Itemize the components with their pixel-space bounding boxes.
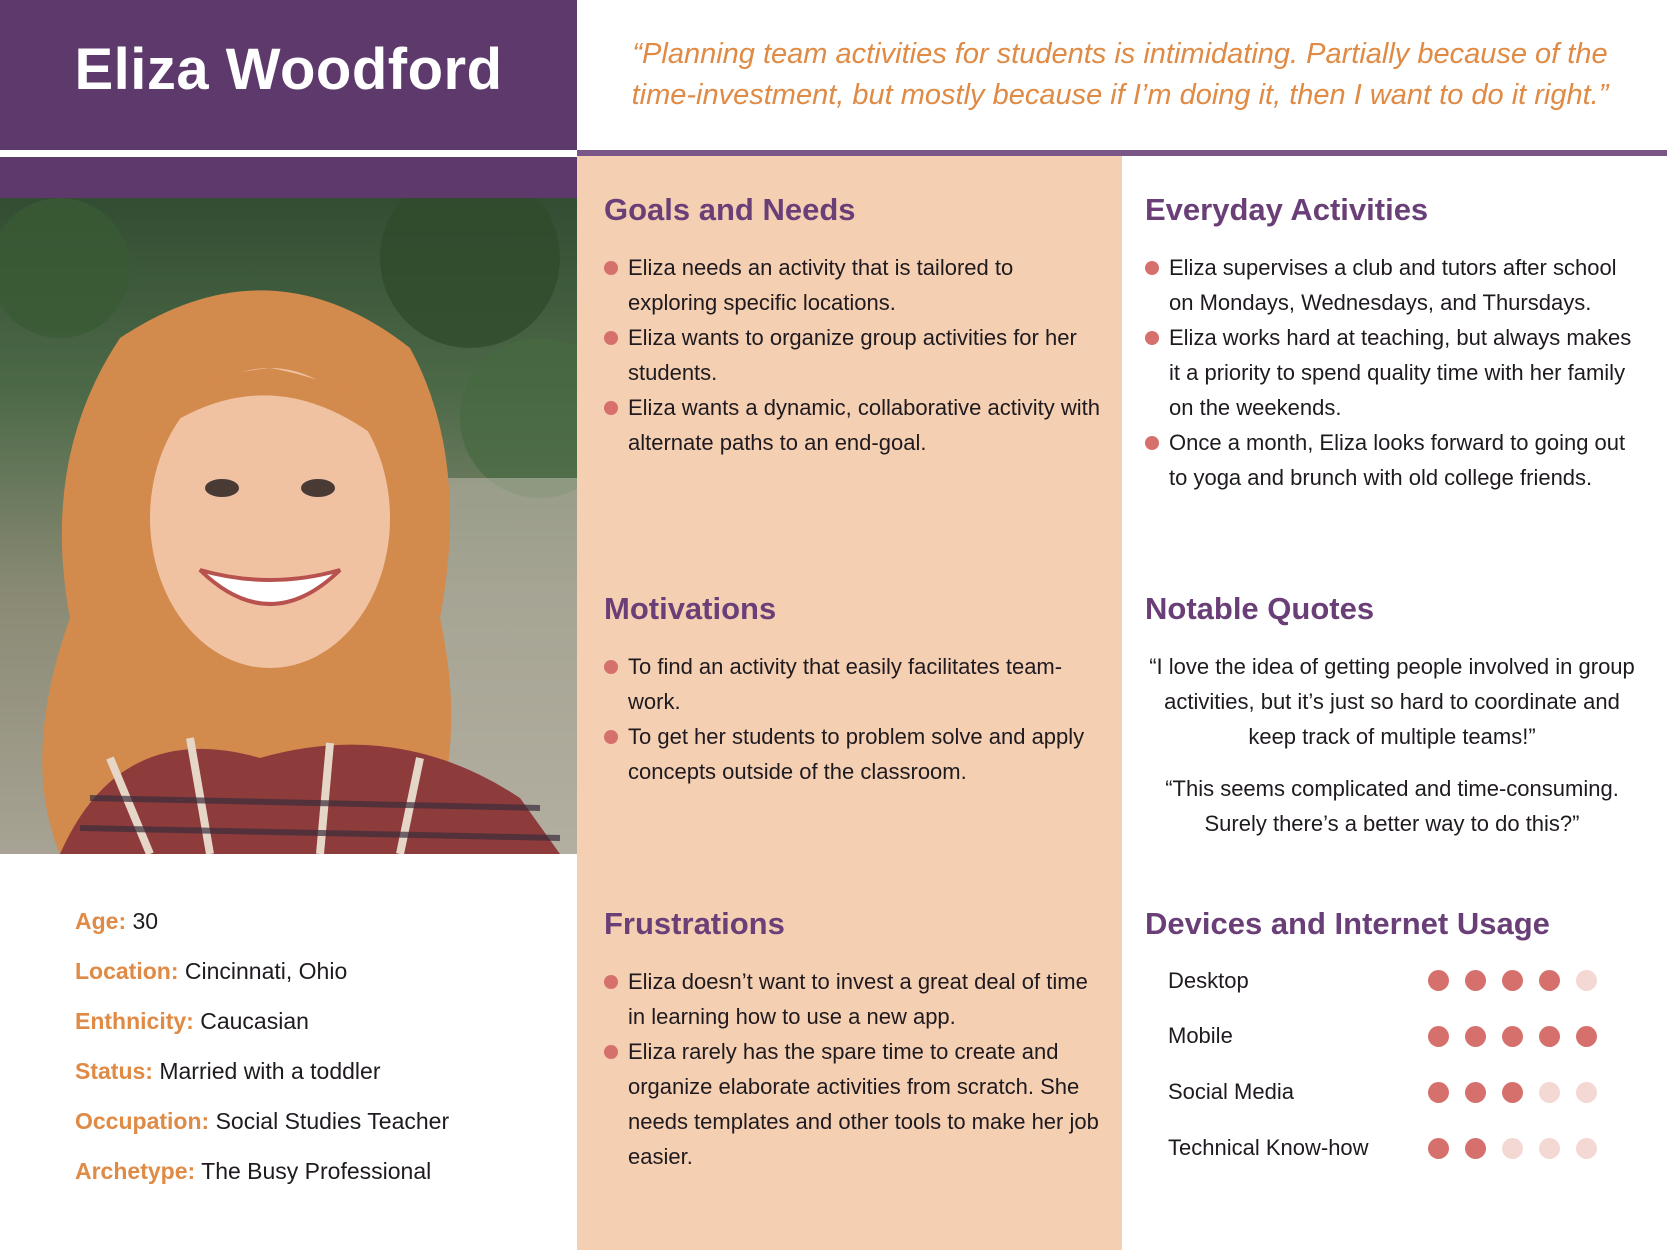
goals-list bbox=[604, 250, 1104, 460]
rating-dots bbox=[1428, 1082, 1597, 1103]
name-banner bbox=[0, 0, 577, 150]
rating-dot-empty bbox=[1576, 1138, 1597, 1159]
list-item: Eliza wants a dynamic, collaborative activity with alternate paths to an end-goal. bbox=[604, 390, 1104, 460]
notable-quote: “This seems complicated and time-consuming. Surely there’s a better way to do this?” bbox=[1165, 776, 1619, 836]
list-item: To find an activity that easily facilitates team-work. bbox=[604, 649, 1104, 719]
device-label: Social Media bbox=[1168, 1079, 1294, 1104]
rating-dot-filled bbox=[1428, 1026, 1449, 1047]
rating-dot-filled bbox=[1502, 1082, 1523, 1103]
demographic-ethnicity bbox=[75, 1006, 449, 1056]
rating-dots bbox=[1428, 970, 1597, 991]
rating-dot-empty bbox=[1576, 970, 1597, 991]
devices-title: Devices and Internet Usage bbox=[1145, 906, 1550, 941]
demographic-label: Enthnicity: bbox=[75, 1008, 194, 1034]
list-item: Eliza supervises a club and tutors after school on Mondays, Wednesdays, and Thursdays. bbox=[1145, 250, 1635, 320]
rating-dot-filled bbox=[1465, 1138, 1486, 1159]
demographics bbox=[75, 906, 449, 1206]
list-item: Eliza doesn’t want to invest a great deal of time in learning how to use a new app. bbox=[604, 964, 1104, 1034]
rating-dot-filled bbox=[1465, 1082, 1486, 1103]
rating-dot-empty bbox=[1502, 1138, 1523, 1159]
demographic-label: Status: bbox=[75, 1058, 153, 1084]
rating-dot-filled bbox=[1465, 970, 1486, 991]
portrait-illustration bbox=[0, 198, 577, 854]
frustrations-list bbox=[604, 964, 1104, 1174]
rating-dot-filled bbox=[1576, 1026, 1597, 1047]
demographic-location bbox=[75, 956, 449, 1006]
device-label: Mobile bbox=[1168, 1023, 1233, 1048]
rating-dots bbox=[1428, 1138, 1597, 1159]
demographic-value: The Busy Professional bbox=[201, 1158, 432, 1184]
rating-dot-filled bbox=[1428, 1138, 1449, 1159]
demographic-label: Age: bbox=[75, 908, 127, 934]
list-item: Once a month, Eliza looks forward to going out to yoga and brunch with old college friends. bbox=[1145, 425, 1635, 495]
demographic-archetype bbox=[75, 1156, 449, 1206]
list-item: Eliza works hard at teaching, but always makes it a priority to spend quality time with her family on the weekends. bbox=[1145, 320, 1635, 425]
rating-dot-empty bbox=[1539, 1082, 1560, 1103]
frustrations-title: Frustrations bbox=[604, 906, 785, 941]
demographic-value: 30 bbox=[132, 908, 159, 934]
device-label: Technical Know-how bbox=[1168, 1135, 1369, 1160]
rating-dot-filled bbox=[1502, 970, 1523, 991]
rating-dot-filled bbox=[1465, 1026, 1486, 1047]
demographic-value: Cincinnati, Ohio bbox=[184, 958, 348, 984]
rating-dot-filled bbox=[1428, 970, 1449, 991]
list-item: To get her students to problem solve and apply concepts outside of the classroom. bbox=[604, 719, 1104, 789]
persona-photo bbox=[0, 198, 577, 854]
rating-dot-filled bbox=[1539, 1026, 1560, 1047]
persona-name: Eliza Woodford bbox=[74, 37, 503, 102]
everyday-title: Everyday Activities bbox=[1145, 192, 1429, 227]
demographic-value: Caucasian bbox=[200, 1008, 309, 1034]
demographic-label: Location: bbox=[75, 958, 179, 984]
rating-dots bbox=[1428, 1026, 1597, 1047]
everyday-list bbox=[1145, 250, 1635, 495]
list-item: Eliza needs an activity that is tailored to exploring specific locations. bbox=[604, 250, 1104, 320]
photo-header-strip bbox=[0, 157, 577, 198]
demographic-status bbox=[75, 1056, 449, 1106]
demographic-label: Archetype: bbox=[75, 1158, 196, 1184]
demographic-occupation bbox=[75, 1106, 449, 1156]
rating-dot-filled bbox=[1428, 1082, 1449, 1103]
demographic-value: Social Studies Teacher bbox=[215, 1108, 450, 1134]
device-label: Desktop bbox=[1168, 968, 1249, 993]
rating-dot-empty bbox=[1576, 1082, 1597, 1103]
quotes-title: Notable Quotes bbox=[1145, 591, 1375, 626]
goals-title: Goals and Needs bbox=[604, 192, 856, 227]
notable-quote: “I love the idea of getting people involved in group activities, but it’s just so hard to coordinate and keep track of multiple teams!” bbox=[1149, 654, 1635, 749]
persona-quote: “Planning team activities for students is intimidating. Partially because of the time-investment, but mostly because if I’m doing it, then I want to do it right.” bbox=[631, 38, 1609, 111]
list-item: Eliza wants to organize group activities for her students. bbox=[604, 320, 1104, 390]
demographic-value: Married with a toddler bbox=[159, 1058, 381, 1084]
demographic-label: Occupation: bbox=[75, 1108, 210, 1134]
list-item: Eliza rarely has the spare time to create and organize elaborate activities from scratch. She needs templates and other tools to make her job easier. bbox=[604, 1034, 1104, 1174]
rating-dot-empty bbox=[1539, 1138, 1560, 1159]
rating-dot-filled bbox=[1502, 1026, 1523, 1047]
motivations-title: Motivations bbox=[604, 591, 777, 626]
motivations-list bbox=[604, 649, 1104, 789]
demographic-age bbox=[75, 906, 449, 956]
rating-dot-filled bbox=[1539, 970, 1560, 991]
